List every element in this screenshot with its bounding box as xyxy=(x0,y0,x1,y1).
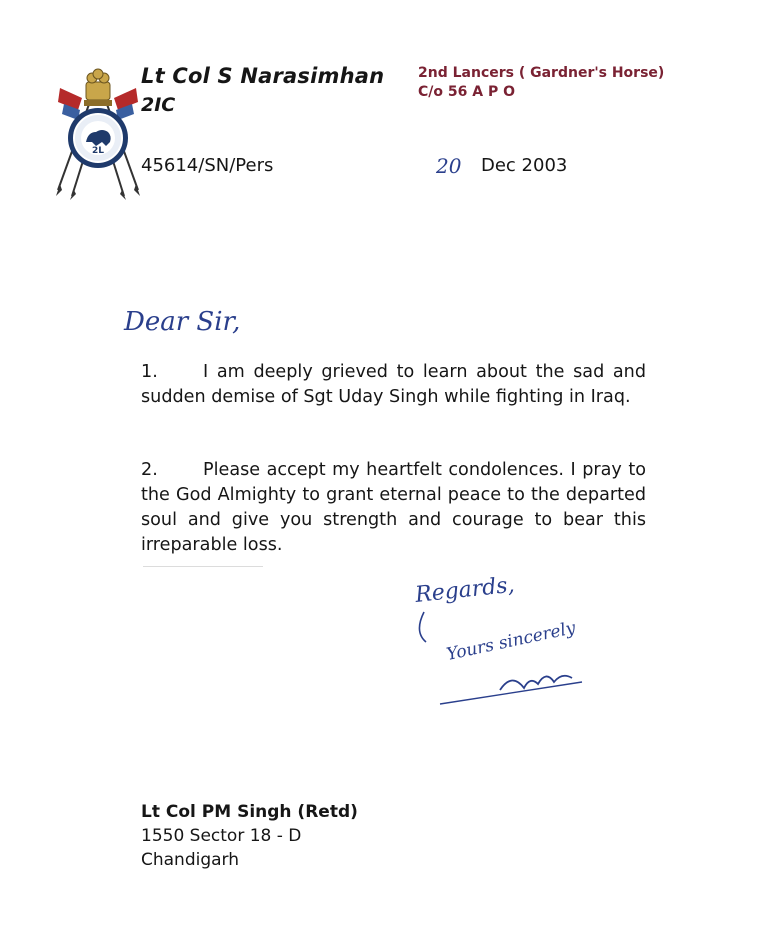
unit-address: C/o 56 A P O xyxy=(418,84,515,100)
paragraph-text: Please accept my heartfelt condolences. I pray to the God Almighty to grant eternal peace to the departed soul and give you strength and courage to bear this irreparable loss. xyxy=(141,460,646,555)
date-month-year: Dec 2003 xyxy=(481,155,568,176)
reference-number: 45614/SN/Pers xyxy=(141,155,274,176)
date-day-handwritten: 20 xyxy=(436,154,462,178)
closing-signature xyxy=(412,572,627,712)
svg-text:Dear Sir,: Dear Sir, xyxy=(124,307,241,337)
paragraph-text: I am deeply grieved to learn about the sad and sudden demise of Sgt Uday Singh while fighting in Iraq. xyxy=(141,362,646,407)
paragraph-2 xyxy=(141,458,646,558)
unit-name: 2nd Lancers ( Gardner's Horse) xyxy=(418,65,665,81)
paragraph-number: 2. xyxy=(141,460,158,480)
sender-role: 2IC xyxy=(141,94,176,116)
salutation-handwritten xyxy=(120,296,270,348)
regimental-crest-icon xyxy=(52,66,144,200)
paragraph-number: 1. xyxy=(141,362,158,382)
closing-regards: Regards, xyxy=(414,572,516,608)
divider xyxy=(143,566,263,567)
addressee-street: 1550 Sector 18 - D xyxy=(141,826,302,846)
sender-name: Lt Col S Narasimhan xyxy=(141,64,385,88)
svg-text:2L: 2L xyxy=(92,146,104,156)
signature-icon xyxy=(500,676,572,690)
addressee-city: Chandigarh xyxy=(141,850,240,870)
paragraph-1 xyxy=(141,360,646,410)
addressee-name: Lt Col PM Singh (Retd) xyxy=(141,802,358,822)
closing-yours: Yours sincerely xyxy=(444,618,578,665)
